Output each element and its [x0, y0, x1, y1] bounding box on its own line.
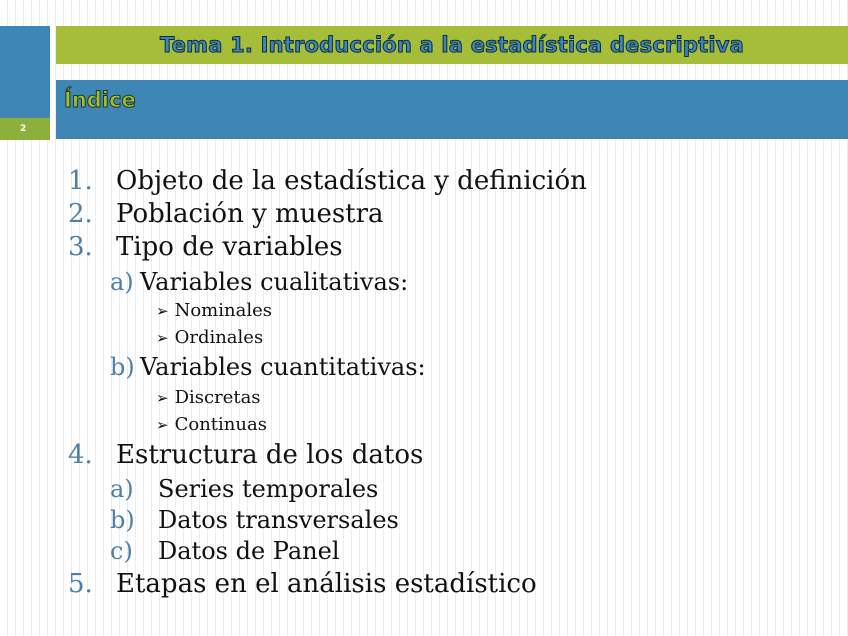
- arrow-bullet-icon: ➢: [156, 416, 169, 434]
- list-item: b) Variables cuantitativas:: [110, 353, 426, 381]
- list-item: ➢ Discretas: [156, 387, 261, 408]
- slide-title: Tema 1. Introducción a la estadística descriptiva: [159, 33, 745, 57]
- arrow-bullet-icon: ➢: [156, 329, 169, 347]
- list-item: b) Datos transversales: [110, 506, 399, 534]
- list-item: 5. Etapas en el análisis estadístico: [68, 569, 537, 599]
- list-item: ➢ Nominales: [156, 300, 272, 321]
- arrow-bullet-icon: ➢: [156, 302, 169, 320]
- list-item: ➢ Continuas: [156, 414, 267, 435]
- list-item: c) Datos de Panel: [110, 537, 340, 565]
- list-item: 1. Objeto de la estadística y definición: [68, 166, 587, 196]
- list-item: 3. Tipo de variables: [68, 232, 343, 262]
- slide-number: 2: [0, 118, 50, 140]
- section-title: Índice: [64, 88, 136, 112]
- list-item: ➢ Ordinales: [156, 327, 264, 348]
- list-item: 4. Estructura de los datos: [68, 440, 424, 470]
- list-item: 2. Población y muestra: [68, 199, 384, 229]
- list-item: a) Variables cualitativas:: [110, 268, 409, 296]
- list-item: a) Series temporales: [110, 475, 379, 503]
- arrow-bullet-icon: ➢: [156, 389, 169, 407]
